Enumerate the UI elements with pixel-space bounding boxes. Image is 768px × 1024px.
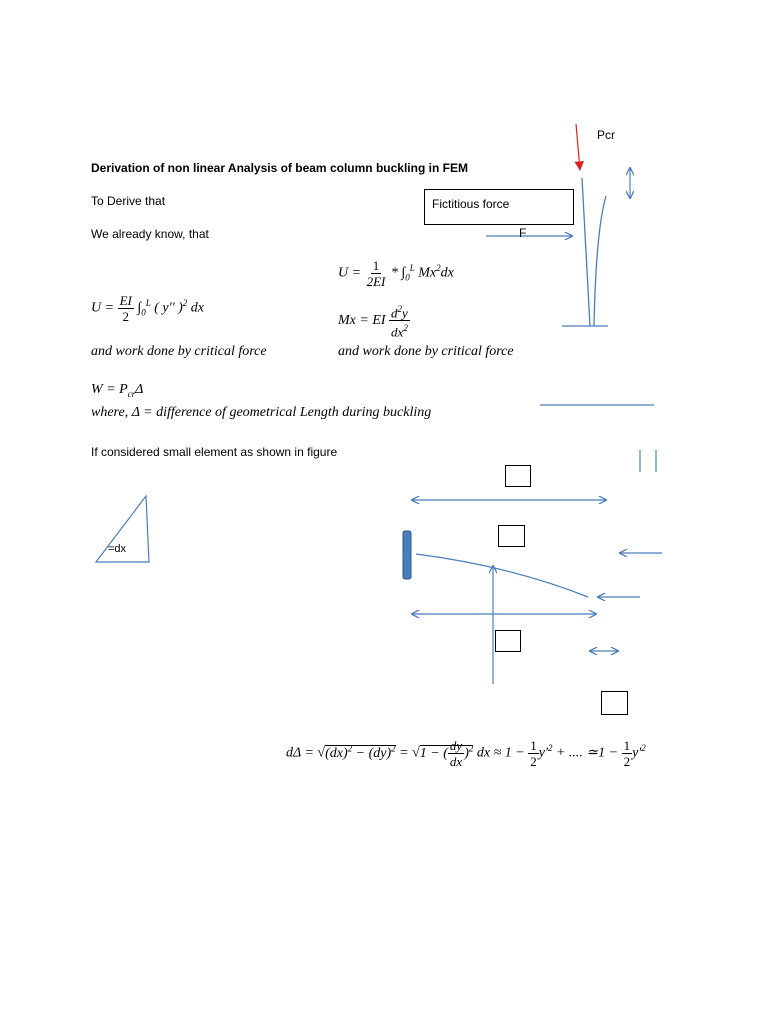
work-note-right: and work done by critical force: [338, 344, 514, 359]
force-f-label: F: [519, 226, 527, 240]
delta-length-eq: dΔ = √(dx)$^2$ − (dy)$^2$ = √1 − ( $\frac{dy}{dx}$ )$^2$ dx ≈ 1 − $\frac{1}{2}$ $y'^2$ + .... ≃1 − $\frac{1}{2}$ $y'^2$: [286, 738, 646, 769]
fictitious-force-label: Fictitious force: [432, 197, 510, 211]
deflected-beam: [416, 554, 588, 597]
to-derive-line: To Derive that: [91, 194, 166, 208]
empty-box-3: [495, 630, 521, 652]
work-note-left: and work done by critical force: [91, 344, 267, 359]
where-line: where, Δ = difference of geometrical Length during buckling: [91, 405, 432, 420]
small-element-line: If considered small element as shown in figure: [91, 445, 338, 459]
already-know-line: We already know, that: [91, 227, 209, 241]
pcr-label: Pcr: [597, 128, 615, 142]
buckled-shape: [594, 196, 606, 326]
work-eq: $W = P_{cr}\Delta$: [91, 382, 144, 399]
strain-energy-moment-eq: U = $\frac{1}{2EI}$ * $\int_0^L$ Mx$^2$dx: [338, 258, 454, 289]
empty-box-4: [601, 691, 628, 715]
heading: Derivation of non linear Analysis of beam column buckling in FEM: [91, 161, 468, 175]
moment-curvature-eq: Mx = EI $\frac{d^2y}{dx^2}$: [338, 304, 408, 340]
fixed-support: [403, 531, 411, 579]
empty-box-2: [498, 525, 525, 547]
empty-box-1: [505, 465, 531, 487]
pcr-arrow: [576, 124, 580, 170]
dx-label: =dx: [108, 543, 127, 555]
column-line: [582, 178, 590, 326]
strain-energy-curvature-eq: U = $\frac{EI}{2}$ $\int_0^L$ ( y'' )$^2$ dx: [91, 293, 204, 324]
